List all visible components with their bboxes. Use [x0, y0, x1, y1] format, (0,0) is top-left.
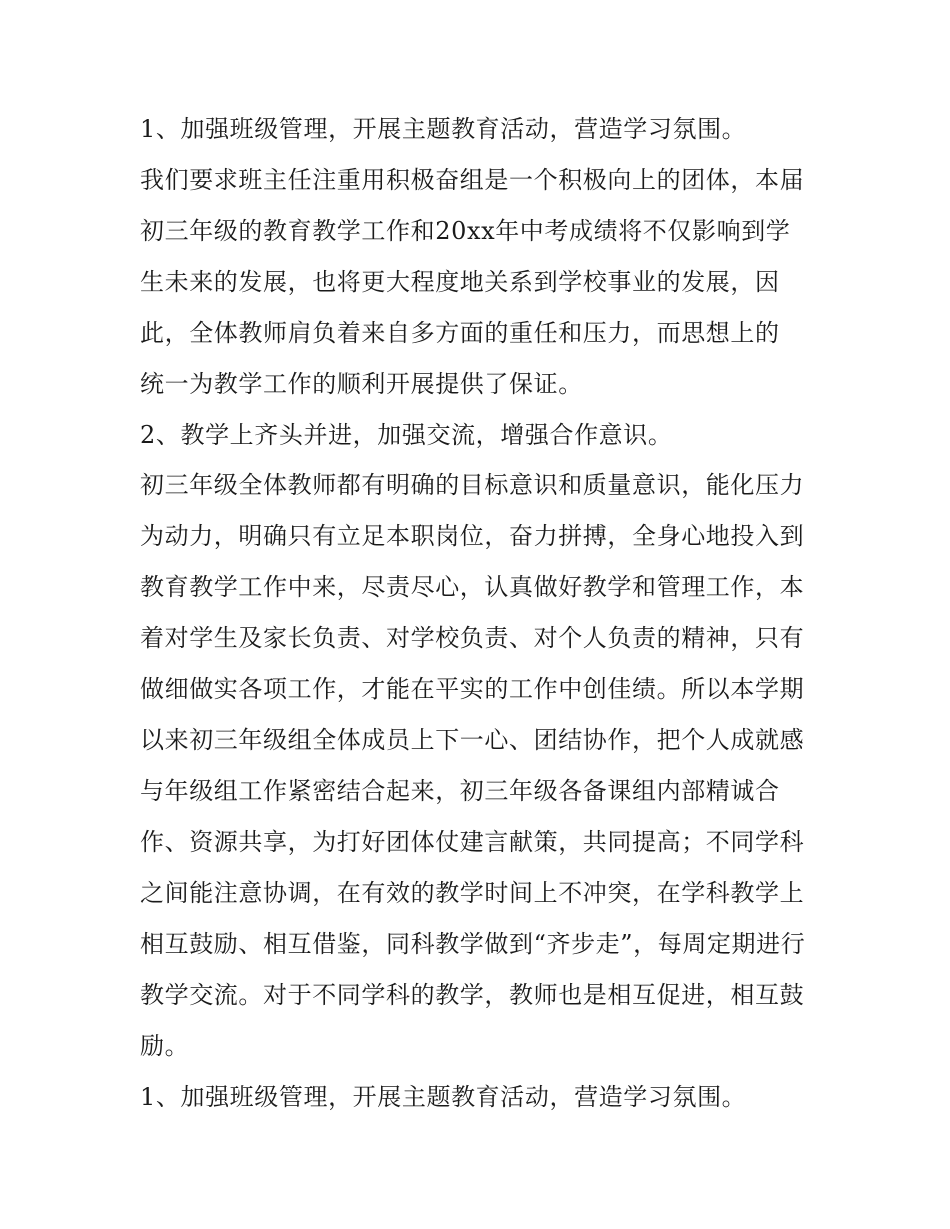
- heading-line-1: 1、加强班级管理，开展主题教育活动，营造学习氛围。: [140, 115, 747, 143]
- body-line: 与年级组工作紧密结合起来，初三年级各备课组内部精诚合: [140, 777, 780, 805]
- body-line: 着对学生及家长负责、对学校负责、对个人负责的精神，只有: [140, 624, 805, 652]
- heading-line-3: 1、加强班级管理，开展主题教育活动，营造学习氛围。: [140, 1083, 747, 1111]
- body-line: 教育教学工作中来，尽责尽心，认真做好教学和管理工作，本: [140, 573, 805, 601]
- body-line: 统一为教学工作的顺利开展提供了保证。: [140, 370, 583, 398]
- body-line: 我们要求班主任注重用积极奋组是一个积极向上的团体，本届: [140, 166, 805, 194]
- body-line: 作、资源共享，为打好团体仗建言献策，共同提高；不同学科: [140, 828, 805, 856]
- body-line: 相互鼓励、相互借鉴，同科教学做到“齐步走”，每周定期进行: [140, 930, 806, 958]
- body-line: 教学交流。对于不同学科的教学，教师也是相互促进，相互鼓: [140, 981, 805, 1009]
- body-line: 生未来的发展，也将更大程度地关系到学校事业的发展，因: [140, 268, 780, 296]
- body-line: 之间能注意协调，在有效的教学时间上不冲突，在学科教学上: [140, 879, 805, 907]
- body-line: 初三年级全体教师都有明确的目标意识和质量意识，能化压力: [140, 471, 805, 499]
- body-line: 做细做实各项工作，才能在平实的工作中创佳绩。所以本学期: [140, 675, 805, 703]
- body-line: 此，全体教师肩负着来自多方面的重任和压力，而思想上的: [140, 319, 780, 347]
- body-line: 以来初三年级组全体成员上下一心、团结协作，把个人成就感: [140, 726, 805, 754]
- body-line: 初三年级的教育教学工作和20xx年中考成绩将不仅影响到学: [140, 217, 791, 245]
- heading-line-2: 2、教学上齐头并进，加强交流，增强合作意识。: [140, 421, 673, 449]
- body-line: 为动力，明确只有立足本职岗位，奋力拼搏，全身心地投入到: [140, 522, 805, 550]
- body-line: 励。: [140, 1032, 190, 1060]
